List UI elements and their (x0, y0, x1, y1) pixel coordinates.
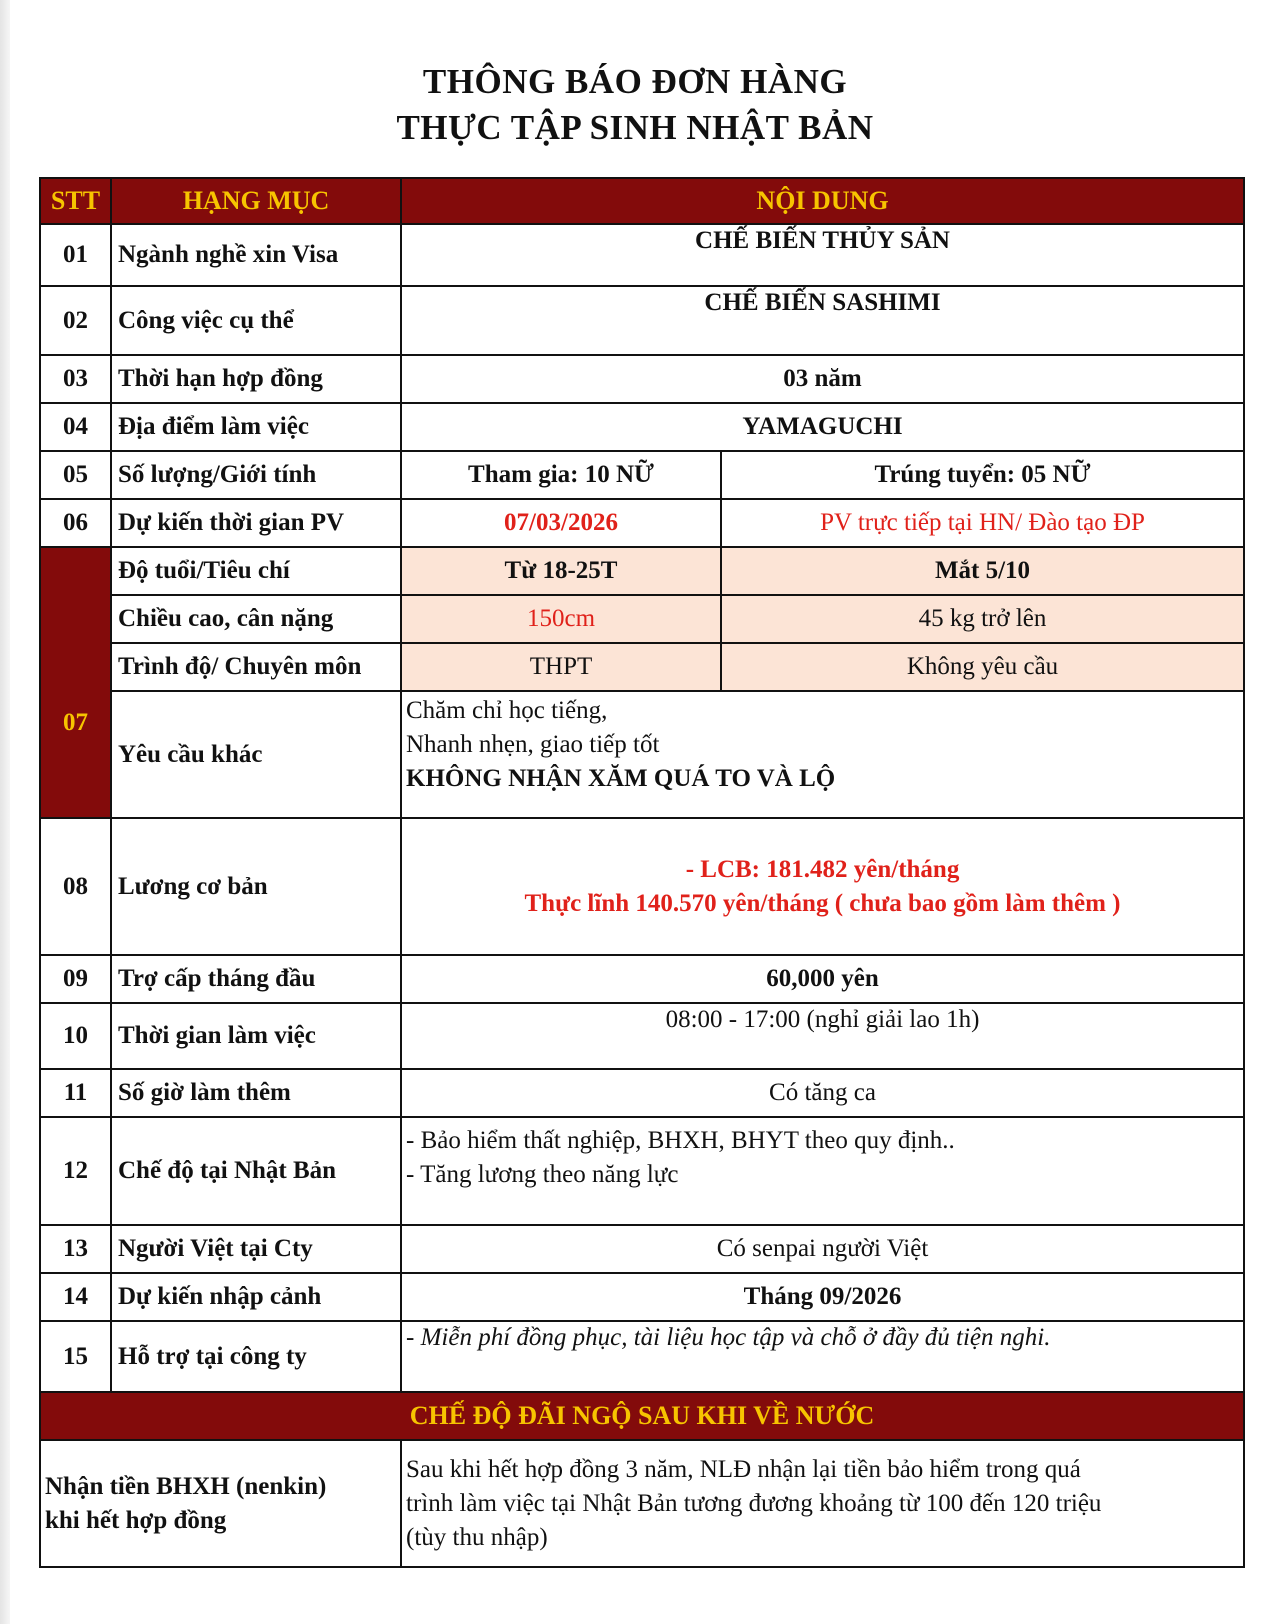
table-row (40, 955, 1244, 1003)
height-value: 150cm (401, 595, 721, 643)
header-stt: STT (40, 178, 111, 224)
benefit-line: - Bảo hiểm thất nghiệp, BHXH, BHYT theo quy định.. (406, 1127, 955, 1154)
row-value: YAMAGUCHI (401, 403, 1244, 451)
benefits-in-japan (401, 1117, 1244, 1225)
interview-date: 07/03/2026 (401, 499, 721, 547)
table-row (40, 1273, 1244, 1321)
page-edge-shadow (0, 0, 10, 1624)
row-number: 14 (40, 1273, 111, 1321)
nenkin-line: Sau khi hết hợp đồng 3 năm, NLĐ nhận lại tiền bảo hiểm trong quá (406, 1455, 1081, 1483)
row-number: 04 (40, 403, 111, 451)
table-row (40, 499, 1244, 547)
tattoo-requirement: KHÔNG NHẬN XĂM QUÁ TO VÀ LỘ (406, 765, 836, 792)
row-value: Có senpai người Việt (401, 1225, 1244, 1273)
table-row (40, 1321, 1244, 1392)
requirement-line: Nhanh nhẹn, giao tiếp tốt (406, 731, 660, 758)
row-label: Lương cơ bản (111, 818, 401, 955)
row-number: 12 (40, 1117, 111, 1225)
row-number-07: 07 (40, 547, 111, 818)
benefit-line: - Tăng lương theo năng lực (406, 1161, 679, 1188)
row-label: Địa điểm làm việc (111, 403, 401, 451)
table-row (40, 547, 1244, 595)
net-salary: Thực lĩnh 140.570 yên/tháng ( chưa bao gồm làm thêm ) (524, 889, 1121, 917)
nenkin-label-line: khi hết hợp đồng (45, 1506, 227, 1534)
specialty-value: Không yêu cầu (721, 643, 1244, 691)
row-number: 10 (40, 1003, 111, 1069)
section-header-row (40, 1392, 1244, 1440)
row-value: 03 năm (401, 355, 1244, 403)
table-row (40, 818, 1244, 955)
table-row (40, 643, 1244, 691)
row-value: Tháng 09/2026 (401, 1273, 1244, 1321)
row-number: 05 (40, 451, 111, 499)
nenkin-label (40, 1440, 401, 1567)
table-row (40, 1225, 1244, 1273)
row-label: Trình độ/ Chuyên môn (111, 643, 401, 691)
row-number: 13 (40, 1225, 111, 1273)
table-row (40, 403, 1244, 451)
salary-info (401, 818, 1244, 955)
row-number: 02 (40, 286, 111, 355)
row-value: CHẾ BIẾN THỦY SẢN (401, 224, 1244, 286)
row-label: Yêu cầu khác (111, 691, 401, 818)
row-label: Công việc cụ thể (111, 286, 401, 355)
row-value: Có tăng ca (401, 1069, 1244, 1117)
row-number: 03 (40, 355, 111, 403)
row-number: 01 (40, 224, 111, 286)
table-row (40, 286, 1244, 355)
order-table (39, 177, 1245, 1568)
table-row (40, 595, 1244, 643)
row-number: 15 (40, 1321, 111, 1392)
table-row (40, 1117, 1244, 1225)
row-value: - Miễn phí đồng phục, tài liệu học tập và chỗ ở đầy đủ tiện nghi. (401, 1321, 1244, 1392)
table-row (40, 1003, 1244, 1069)
nenkin-description (401, 1440, 1244, 1567)
header-category: HẠNG MỤC (111, 178, 401, 224)
table-row (40, 355, 1244, 403)
table-row (40, 1440, 1244, 1567)
row-label: Hỗ trợ tại công ty (111, 1321, 401, 1392)
age-range: Từ 18-25T (401, 547, 721, 595)
row-value-b: Trúng tuyển: 05 NỮ (721, 451, 1244, 499)
page-title-line2: THỰC TẬP SINH NHẬT BẢN (396, 108, 874, 147)
row-number: 08 (40, 818, 111, 955)
row-label: Số giờ làm thêm (111, 1069, 401, 1117)
row-label: Thời hạn hợp đồng (111, 355, 401, 403)
row-label: Chiều cao, cân nặng (111, 595, 401, 643)
row-label: Số lượng/Giới tính (111, 451, 401, 499)
table-row (40, 224, 1244, 286)
header-content: NỘI DUNG (401, 178, 1244, 224)
eyesight: Mắt 5/10 (721, 547, 1244, 595)
row-label: Dự kiến thời gian PV (111, 499, 401, 547)
row-number: 09 (40, 955, 111, 1003)
row-value: 60,000 yên (401, 955, 1244, 1003)
row-label: Chế độ tại Nhật Bản (111, 1117, 401, 1225)
row-label: Người Việt tại Cty (111, 1225, 401, 1273)
row-label: Dự kiến nhập cảnh (111, 1273, 401, 1321)
nenkin-line: trình làm việc tại Nhật Bản tương đương khoảng từ 100 đến 120 triệu (406, 1489, 1102, 1517)
other-requirements (401, 691, 1244, 818)
row-number: 06 (40, 499, 111, 547)
section-title: CHẾ ĐỘ ĐÃI NGỘ SAU KHI VỀ NƯỚC (40, 1392, 1244, 1440)
weight-value: 45 kg trở lên (721, 595, 1244, 643)
row-value: CHẾ BIẾN SASHIMI (401, 286, 1244, 355)
row-number: 11 (40, 1069, 111, 1117)
education-value: THPT (401, 643, 721, 691)
row-value: 08:00 - 17:00 (nghỉ giải lao 1h) (401, 1003, 1244, 1069)
nenkin-label-line: Nhận tiền BHXH (nenkin) (45, 1472, 327, 1500)
row-label: Trợ cấp tháng đầu (111, 955, 401, 1003)
row-label: Độ tuổi/Tiêu chí (111, 547, 401, 595)
base-salary: - LCB: 181.482 yên/tháng (685, 855, 960, 883)
interview-location: PV trực tiếp tại HN/ Đào tạo ĐP (721, 499, 1244, 547)
table-header-row (40, 178, 1244, 224)
table-row (40, 691, 1244, 818)
row-label: Thời gian làm việc (111, 1003, 401, 1069)
nenkin-line: (tùy thu nhập) (406, 1523, 548, 1551)
requirement-line: Chăm chỉ học tiếng, (406, 697, 608, 724)
row-label: Ngành nghề xin Visa (111, 224, 401, 286)
table-row (40, 451, 1244, 499)
table-row (40, 1069, 1244, 1117)
row-value-a: Tham gia: 10 NỮ (401, 451, 721, 499)
page-title-line1: THÔNG BÁO ĐƠN HÀNG (422, 62, 848, 101)
